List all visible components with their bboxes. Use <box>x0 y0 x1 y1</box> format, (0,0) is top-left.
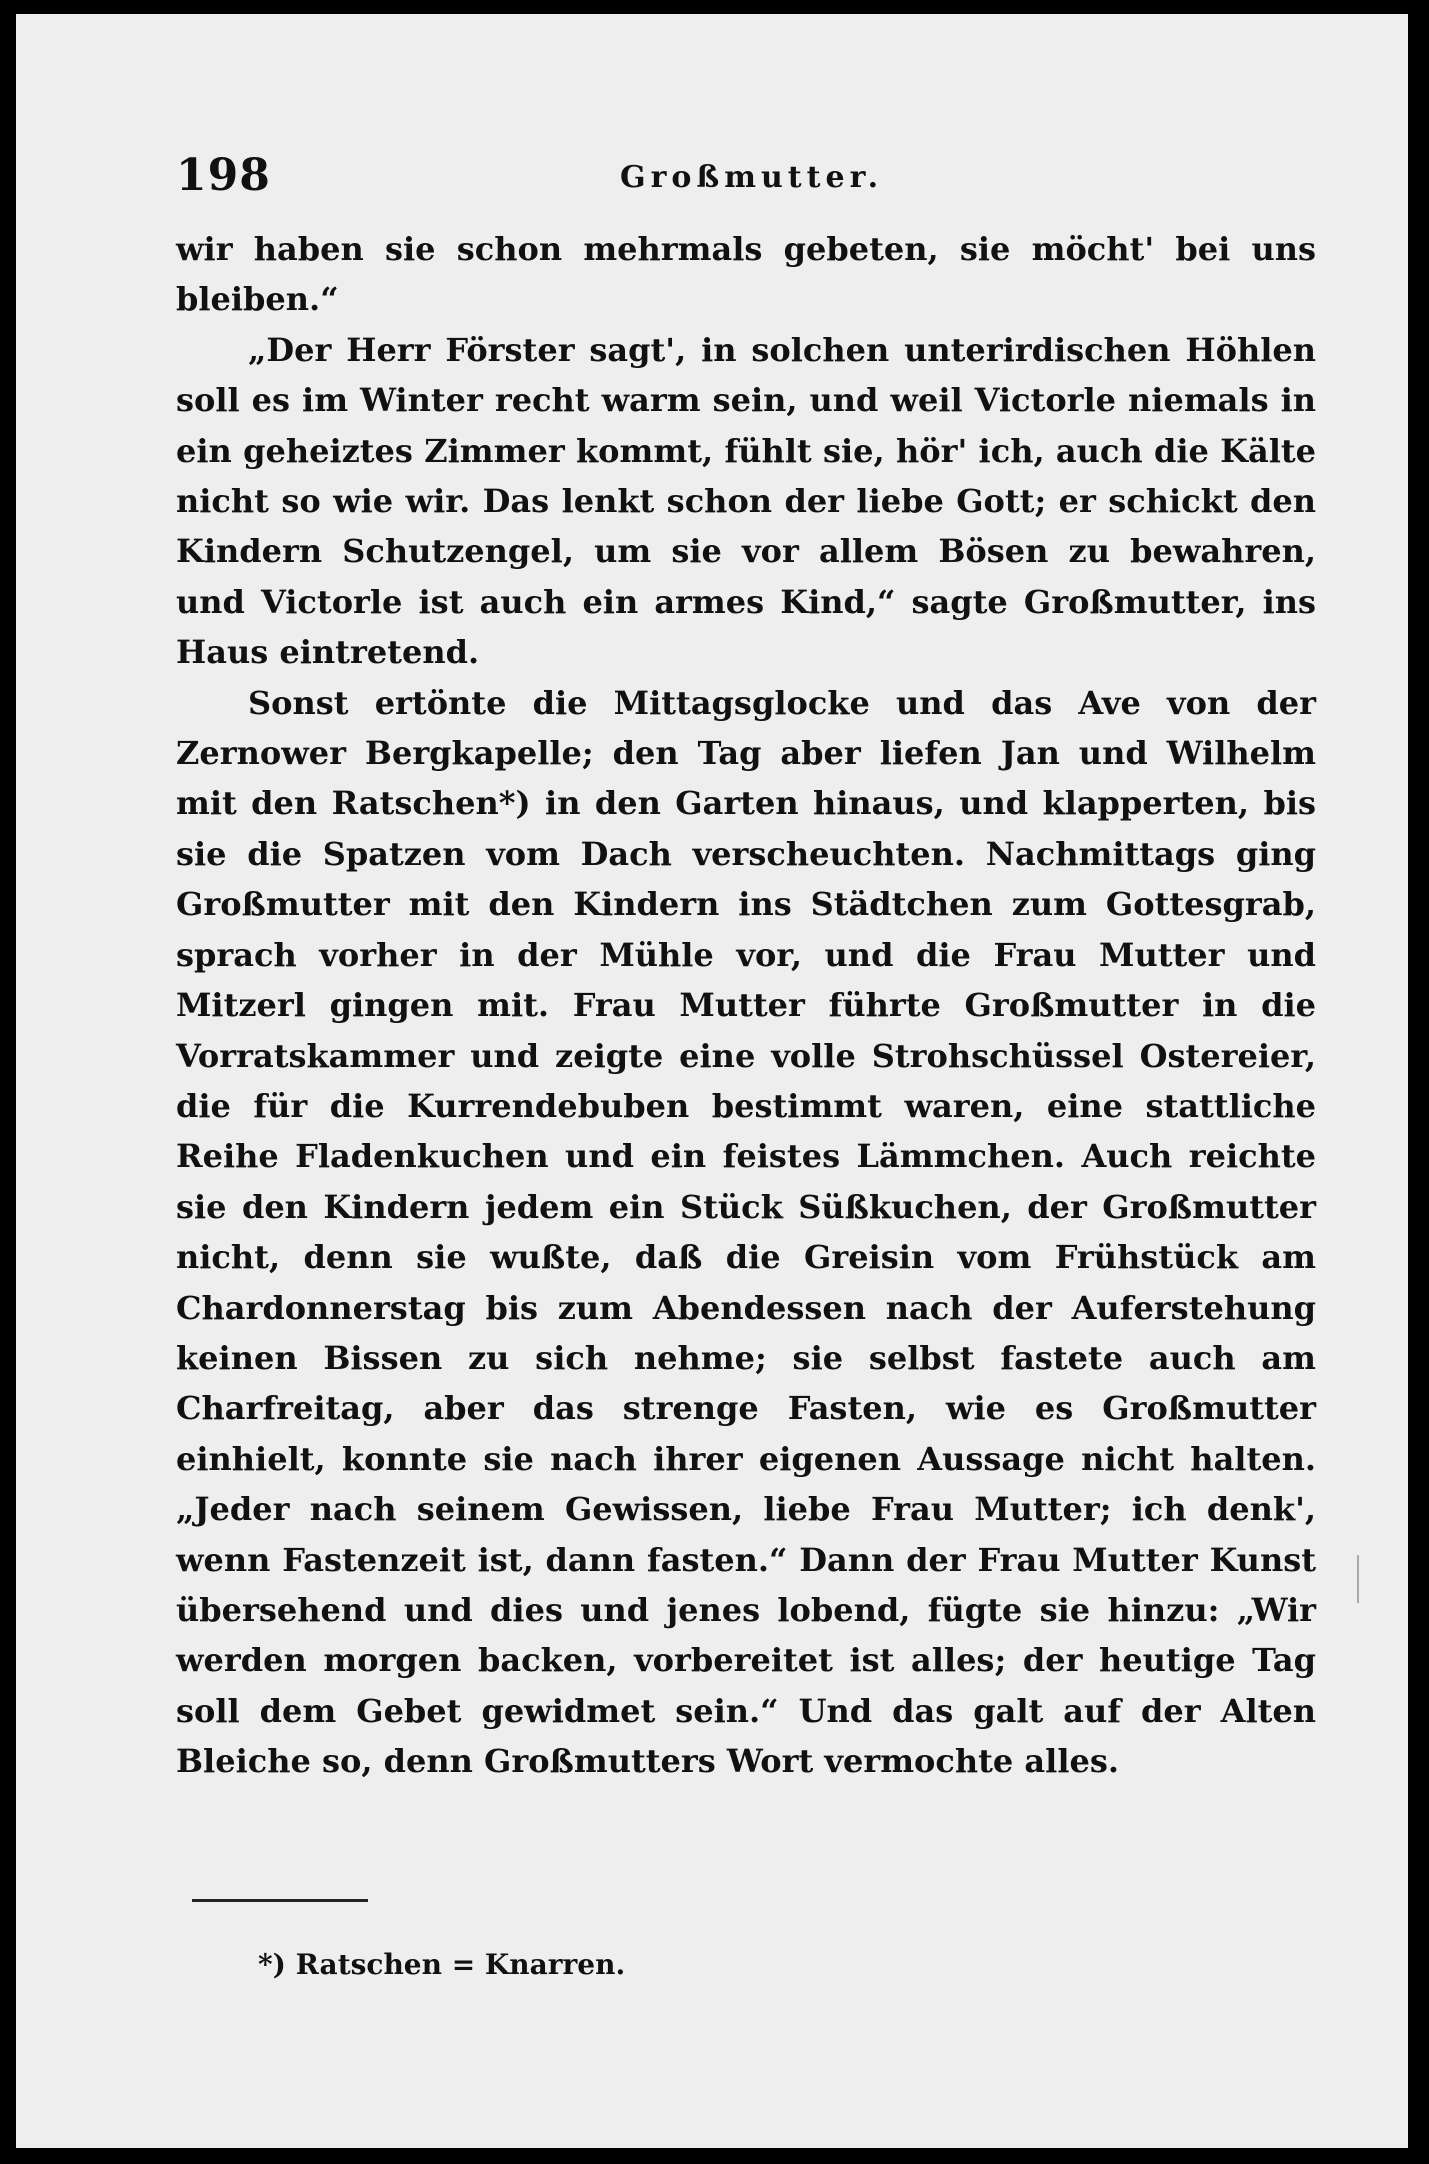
page-header <box>176 150 1316 210</box>
footnote: *) Ratschen = Knarren. <box>258 1948 626 1981</box>
scan-speck <box>1357 1555 1359 1603</box>
paragraph-foerster-quote: „Der Herr Förster sagt', in solchen unterirdischen Höhlen soll es im Winter recht warm sein, und weil Victorle niemals in ein geheiztes Zimmer kommt, fühlt sie, hör' ich, auch die Kälte nicht so wie wir. Das lenkt schon der liebe Gott; er schickt den Kindern Schutzengel, um sie vor allem Bösen zu bewahren, und Victorle ist auch ein armes Kind,“ sagte Großmutter, ins Haus eintretend. <box>176 330 1316 672</box>
page-number: 198 <box>176 150 271 201</box>
footnote-rule <box>192 1899 368 1902</box>
body-text <box>176 224 1316 1787</box>
running-title: Großmutter. <box>620 160 884 195</box>
paragraph-continued: wir haben sie schon mehrmals gebeten, sie möcht' bei uns bleiben.“ <box>176 230 1316 319</box>
paragraph-mittagsglocke: Sonst ertönte die Mittagsglocke und das Ave von der Zernower Bergkapelle; den Tag aber liefen Jan und Wilhelm mit den Ratschen*) in den Garten hinaus, und klapperten, bis sie die Spatzen vom Dach verscheuchten. Nachmittags ging Großmutter mit den Kindern ins Städtchen zum Gottesgrab, sprach vorher in der Mühle vor, und die Frau Mutter und Mitzerl gingen mit. Frau Mutter führte Großmutter in die Vorratskammer und zeigte eine volle Strohschüssel Ostereier, die für die Kurrendebuben bestimmt waren, eine stattliche Reihe Fladenkuchen und ein feistes Lämmchen. Auch reichte sie den Kindern jedem ein Stück Süßkuchen, der Großmutter nicht, denn sie wußte, daß die Greisin vom Frühstück am Chardonnerstag bis zum Abendessen nach der Auferstehung keinen Bissen zu sich nehme; sie selbst fastete auch am Charfreitag, aber das strenge Fasten, wie es Großmutter einhielt, konnte sie nach ihrer eigenen Aussage nicht halten. „Jeder nach seinem Gewissen, liebe Frau Mutter; ich denk', wenn Fastenzeit ist, dann fasten.“ Dann der Frau Mutter Kunst übersehend und dies und jenes lobend, fügte sie hinzu: „Wir werden morgen backen, vorbereitet ist alles; der heutige Tag soll dem Gebet gewidmet sein.“ Und das galt auf der Alten Bleiche so, denn Großmutters Wort vermochte alles. <box>176 683 1316 1781</box>
